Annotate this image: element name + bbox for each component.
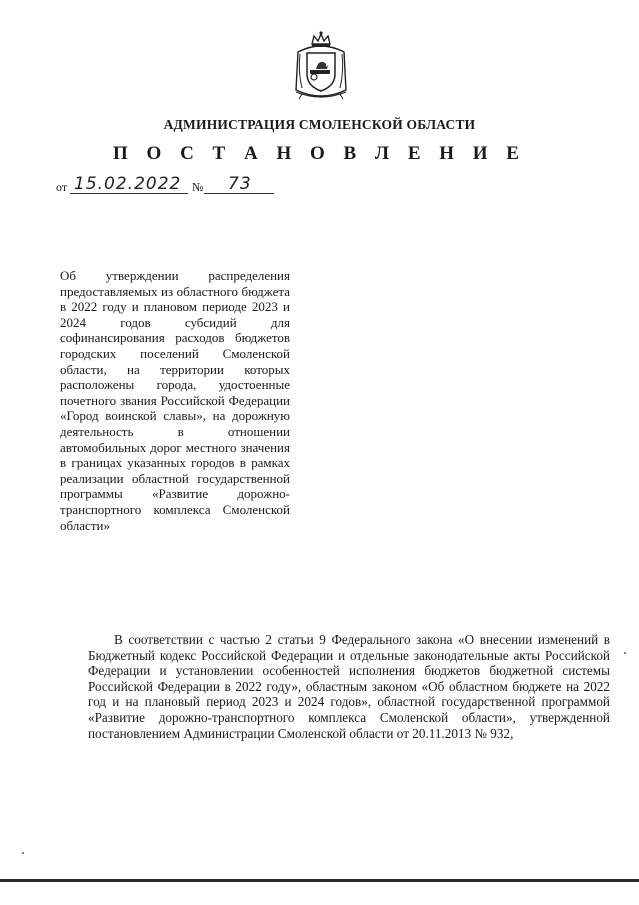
scan-speck — [624, 652, 626, 654]
preamble-paragraph: В соответствии с частью 2 статьи 9 Федерального закона «О внесении изменений в Бюджетный кодекс Российской Федерации и отдельные законодательные акты Российской Федерации и установлении особенностей исполнения бюджетов бюджетной системы Российской Федерации в 2022 году», областным законом «Об областном бюджете на 2022 год и на плановый период 2023 и 2024 годов», областной государственной программой «Развитие дорожно-транспортного комплекса Смоленской области», утвержденной постановлением Администрации Смоленской области от 20.11.2013 № 932, — [88, 632, 610, 741]
number-label: № — [192, 180, 204, 194]
handwritten-date: 15.02.2022 — [74, 174, 182, 194]
coat-of-arms-icon — [290, 30, 352, 100]
handwritten-number: 73 — [228, 174, 252, 194]
date-underline — [70, 193, 188, 194]
date-number-line — [56, 174, 296, 196]
scan-edge-line — [0, 879, 639, 882]
document-type-title: П О С Т А Н О В Л Е Н И Е — [113, 143, 526, 164]
document-subject: Об утверждении распределения предоставляемых из областного бюджета в 2022 году и плановом периоде 2023 и 2024 годов субсидий для софинансирования расходов бюджетов городских поселений Смоленской области, на территории которых расположены города, удостоенные почетного звания Российской Федерации «Город воинской славы», на дорожную деятельность в отношении автомобильных дорог местного значения в границах указанных городов в рамках реализации областной государственной программы «Развитие дорожно-транспортного комплекса Смоленской области» — [60, 268, 290, 533]
date-from-label: от — [56, 180, 68, 194]
organization-title: АДМИНИСТРАЦИЯ СМОЛЕНСКОЙ ОБЛАСТИ — [163, 117, 476, 132]
number-underline — [204, 193, 274, 194]
scan-speck — [22, 852, 24, 854]
